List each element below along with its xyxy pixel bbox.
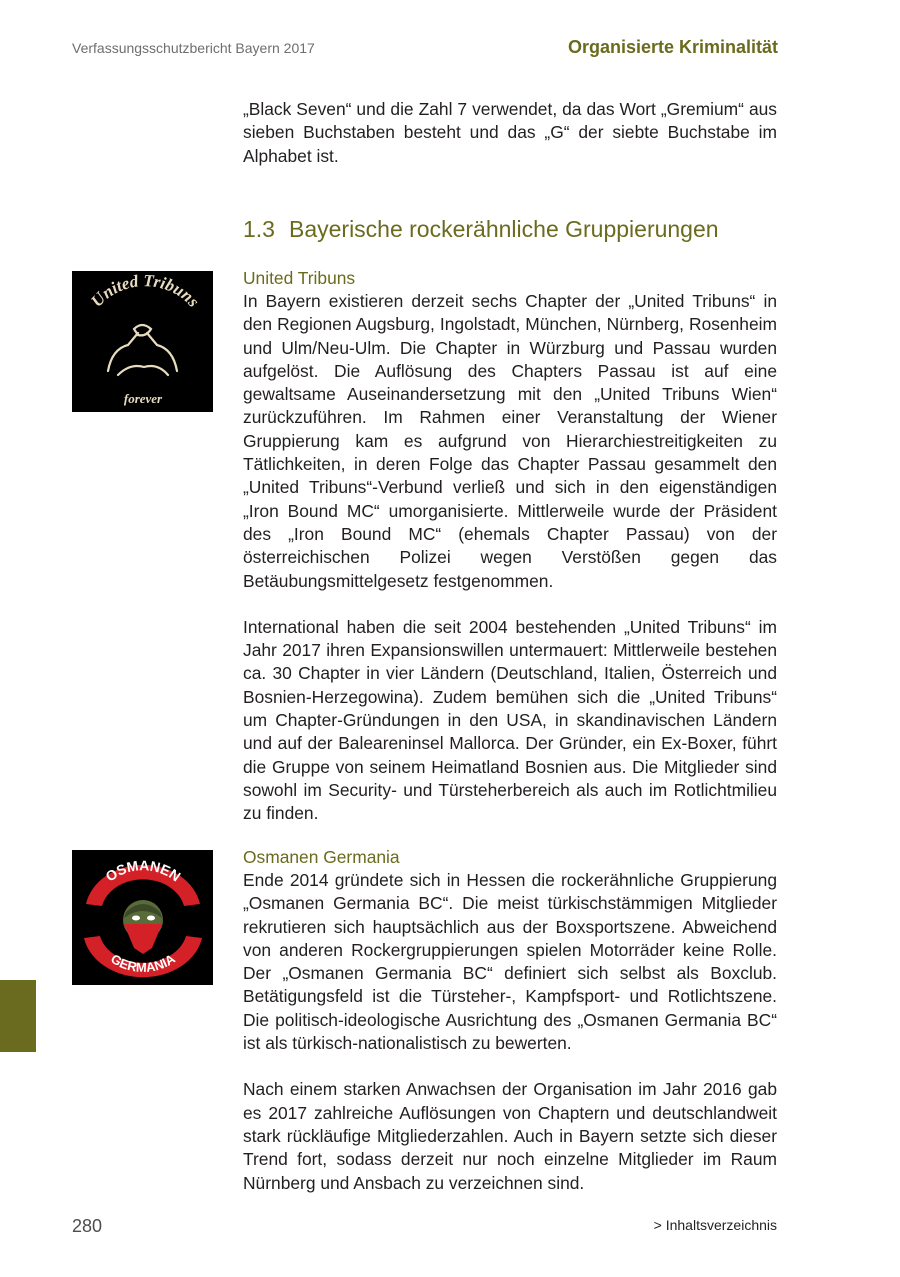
osmanen-germania-logo [72, 850, 213, 985]
united-tribuns-logo-bottom-text: forever [123, 391, 163, 406]
intro-paragraph: „Black Seven“ und die Zahl 7 verwendet, da das Wort „Gremium“ aus sieben Buchstaben besteht und das „G“ der siebte Buchstabe im Alphabet ist. [243, 99, 777, 166]
osmanen-germania-heading: Osmanen Germania [243, 847, 400, 867]
running-header: Verfassungsschutzbericht Bayern 2017 [72, 40, 315, 56]
osmanen-germania-emblem-icon [72, 850, 213, 985]
united-tribuns-logo-top-text: United Tribuns [87, 271, 204, 311]
united-tribuns-paragraph-2: International haben die seit 2004 bestehenden „United Tribuns“ im Jahr 2017 ihren Expansionswillen untermauert: Mittlerweile bestehen ca. 30 Chapter in vier Ländern (Deutschland, Italien, Österreich und Bosnien-Herzegowina). Zudem bemühen sich die „United Tribuns“ um Chapter-Gründungen in den USA, in skandinavischen Ländern und auf der Baleareninsel Mallorca. Der Gründer, ein Ex-Boxer, führt die Gruppe von seinem Heimatland Bosnien aus. Die Mitglieder sind sowohl im Security- und Türsteherbereich als auch im Rotlichtmilieu zu finden. [243, 616, 777, 824]
osmanen-germania-paragraph-1: Ende 2014 gründete sich in Hessen die rockerähnliche Gruppierung „Osmanen Germania BC“. Die meist türkischstämmigen Mitglieder rekrutieren sich hauptsächlich aus der Boxsportszene. Abweichend von anderen Rockergruppierungen spielen Motorräder keine Rolle. Der „Osmanen Germania BC“ definiert sich selbst als Boxclub. Betätigungsfeld ist die Türsteher-, Kampfsport- und Rotlichtszene. Die politisch-ideologische Ausrichtung des „Osmanen Germania BC“ ist als türkisch-nationalistisch zu bewerten. [243, 870, 777, 1054]
chapter-tab-marker [0, 980, 36, 1052]
chapter-title: Organisierte Kriminalität [567, 37, 778, 57]
intro-text-block [243, 98, 777, 168]
osmanen-logo-bottom-text: GERMANIA [108, 950, 178, 976]
table-of-contents-link[interactable]: > Inhaltsverzeichnis [653, 1217, 777, 1233]
osmanen-germania-paragraph-2: Nach einem starken Anwachsen der Organisation im Jahr 2016 gab es 2017 zahlreiche Auflösungen von Chaptern und deutschlandweit stark rückläufige Mitgliederzahlen. Auch in Bayern setzte sich dieser Trend fort, sodass derzeit nur noch einzelne Mitglieder im Raum Nürnberg und Ansbach zu verzeichnen sind. [243, 1079, 777, 1193]
osmanen-germania-section [243, 846, 777, 1195]
osmanen-logo-top-text: OSMANEN [102, 857, 184, 885]
section-number: 1.3 [243, 216, 275, 242]
masked-figure-icon [123, 900, 163, 954]
united-tribuns-heading: United Tribuns [243, 268, 356, 288]
section-heading [243, 216, 719, 243]
arm-wrestling-icon [108, 325, 177, 375]
united-tribuns-emblem-icon [72, 271, 213, 412]
page-number: 280 [72, 1216, 103, 1236]
united-tribuns-logo [72, 271, 213, 412]
united-tribuns-section [243, 267, 777, 826]
section-title: Bayerische rockerähnliche Gruppierungen [288, 216, 719, 242]
united-tribuns-paragraph-1: In Bayern existieren derzeit sechs Chapter der „United Tribuns“ in den Regionen Augsburg, Ingolstadt, München, Nürnberg, Rosenheim und Ulm/Neu-Ulm. Die Chapter in Würzburg und Passau wurden aufgelöst. Die Auflösung des Chapters Passau ist auf eine gewaltsame Auseinandersetzung mit den „United Tribuns Wien“ zurückzuführen. Im Rahmen einer Veranstaltung der Wiener Gruppierung kam es aufgrund von Hierarchiestreitigkeiten zu Tätlichkeiten, in deren Folge das Chapter Passau gesammelt den „United Tribuns“-Verbund verließ und sich in den eigenständigen „Iron Bound MC“ umorganisierte. Mittlerweile wurde der Präsident des „Iron Bound MC“ (ehemals Chapter Passau) von der österreichischen Polizei wegen Verstößen gegen das Betäubungsmittelgesetz festgenommen. [243, 291, 777, 591]
